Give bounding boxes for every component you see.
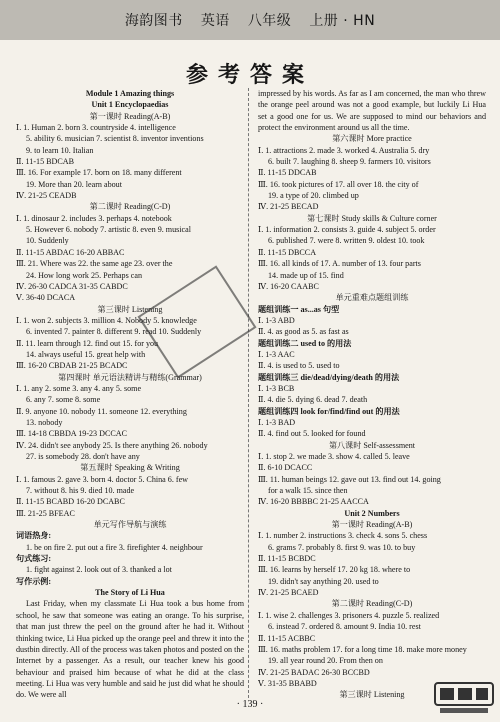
answer-line: 题组训练三 die/dead/dying/death 的用法 (258, 372, 400, 382)
answer-line: 1. fight against 2. look out of 3. thanked a lot (26, 565, 172, 575)
answer-line: Ⅱ. 11-15 ABDAC 16-20 ABBAC (16, 247, 125, 257)
answer-line: Ⅱ. 4. find out 5. looked for found (258, 429, 366, 439)
answer-line: Ⅰ. 1-3 BAD (258, 417, 296, 427)
answer-line: Ⅰ. 1. information 2. consists 3. guide 4. subject 5. order (258, 225, 436, 235)
answer-line: 6. published 7. were 8. written 9. oldest 10. took (268, 236, 425, 246)
answer-line: Ⅰ. 1-3 AAC (258, 349, 295, 359)
answer-line: 第五课时 Speaking & Writing (80, 463, 180, 473)
page-number: · 139 · (236, 699, 264, 710)
answer-line: Ⅰ. 1. won 2. subjects 3. million 4. Nobody 5. knowledge (16, 315, 197, 325)
answer-line: Ⅱ. 11-15 DDCAB (258, 168, 317, 178)
answer-line: Ⅱ. 11-15 BDCAB (16, 157, 75, 167)
answer-line: 13. nobody (26, 417, 63, 427)
answer-line: Ⅳ. 21-25 BECAD (258, 202, 319, 212)
answer-line: Ⅰ. 1. number 2. instructions 3. check 4. sons 5. chess (258, 531, 428, 541)
answer-line: 6. instead 7. ordered 8. amount 9. India 10. rest (268, 622, 421, 632)
answer-line: Ⅲ. 16. learns by herself 17. 20 kg 18. where to (258, 565, 411, 575)
answer-line: 19. didn't say anything 20. used to (268, 576, 379, 586)
answer-line: 27. is somebody 28. don't have any (26, 452, 140, 461)
answer-line: Ⅰ. 1-3 ABD (258, 315, 295, 325)
answer-line: Ⅲ. 16. took pictures of 17. all over 18. the city of (258, 179, 419, 189)
answer-line: 24. How long work 25. Perhaps can (26, 270, 142, 280)
answer-line: Ⅲ. 21-25 BFEAC (16, 508, 75, 518)
answer-line: 第三课时 Listening (97, 304, 163, 314)
answer-line: 6. invented 7. painter 8. different 9. read 10. Suddenly (26, 327, 202, 337)
answer-line: 第七课时 Study skills & Culture corner (307, 213, 437, 223)
writing-sample-paragraph: impressed by his words. As far as I am concerned, the man who threw the orange peel around was not a good example, but luckily Li Hua set a good one for us. We are supposed to mind our behaviors and protect the environment around us all the time. (258, 89, 486, 133)
answer-line: 10. Suddenly (26, 236, 69, 246)
answer-line: Ⅱ. 11. learn through 12. find out 15. for you (16, 338, 159, 348)
answer-line: 14. made up of 15. find (268, 270, 344, 280)
answer-line: Ⅲ. 16-20 CBDAB 21-25 BCADC (16, 361, 128, 371)
answer-line: Module 1 Amazing things (85, 89, 175, 98)
header-brand: 海韵图书 (124, 13, 183, 29)
answer-line: 19. More than 20. learn about (26, 179, 122, 189)
answer-line: 6. built 7. laughing 8. sheep 9. farmers 10. visitors (268, 157, 431, 167)
answer-line: Ⅲ. 21. Where was 22. the same age 23. over the (16, 259, 173, 269)
right-column (258, 88, 486, 701)
answer-line: Ⅰ. 1. any 2. some 3. any 4. any 5. some (16, 383, 142, 393)
answer-line: 题组训练二 used to 的用法 (258, 338, 352, 348)
writing-sample-paragraph: Last Friday, when my classmate Li Hua took a bus home from school, he saw that someone was eating an orange. To his surprise, that man just threw the peel on the ground after he had it. Without thinking twice, Li Hua picked up the orange peel and threw it into the dustbin directly. All of the process was taken photos and posted on the Internet by a passenger. As a result, our teacher knew his good behaviour and praised him because of what he did at the class meeting. Li Hua was very humble and said he just did what he should do. We were all (16, 599, 244, 700)
answer-line: Ⅲ. 16. maths problem 17. for a long time 18. make more money (258, 644, 467, 654)
answer-line: Ⅰ. 1. stop 2. we made 3. show 4. called 5. leave (258, 452, 410, 461)
answer-line: 句式练习: (16, 554, 52, 564)
answer-line: 19. all year round 20. From then on (268, 656, 383, 666)
answer-line: 题组训练一 as...as 句型 (258, 304, 340, 314)
answer-line: Ⅱ. 4. is used to 5. used to (258, 361, 340, 371)
answer-line: 第一课时 Reading(A-B) (331, 520, 413, 530)
column-divider (248, 88, 249, 698)
answer-line: Ⅳ. 26-30 CADCA 31-35 CABDC (16, 281, 128, 291)
answer-line: Ⅱ. 6-10 DCACC (258, 463, 313, 473)
answer-line: 词语热身: (16, 531, 52, 541)
answer-line: Ⅱ. 11-15 DBCCA (258, 247, 317, 257)
answer-line: 单元写作导航与演练 (93, 520, 167, 530)
answer-line: 1. be on fire 2. put out a fire 3. firefighter 4. neighbour (26, 542, 203, 552)
answer-line: Ⅳ. 24. didn't see anybody 25. Is there anything 26. nobody (16, 440, 208, 450)
answer-line: 第二课时 Reading(C-D) (331, 599, 413, 609)
answer-line: Ⅱ. 4. as good as 5. as fast as (258, 327, 349, 337)
answer-line: 14. always useful 15. great help with (26, 349, 146, 359)
header-term: 上册 · HN (309, 13, 376, 29)
answer-line: Ⅲ. 14-18 CBBDA 19-23 DCCAC (16, 429, 128, 439)
answer-line: Ⅴ. 36-40 DCACA (16, 293, 76, 303)
answer-line: Ⅱ. 9. anyone 10. nobody 11. someone 12. everything (16, 406, 187, 416)
answer-line: Ⅳ. 21-25 BADAC 26-30 BCCBD (258, 667, 370, 677)
answer-line: Ⅲ. 16. all kinds of 17. A. number of 13. four parts (258, 259, 421, 269)
answer-line: for a walk 15. since then (268, 486, 348, 496)
answer-line: 题组训练四 look for/find/find out 的用法 (258, 406, 400, 416)
answer-line: Ⅳ. 21-25 CEADB (16, 191, 77, 201)
answer-line: 6. grams 7. probably 8. first 9. was 10. to buy (268, 542, 416, 552)
answer-line: Ⅳ. 16-20 BBBBC 21-25 AACCA (258, 497, 369, 507)
answer-line: Ⅰ. 1-3 BCB (258, 383, 295, 393)
answer-line: 6. any 7. some 8. some (26, 395, 101, 405)
answer-line: Ⅲ. 11. human beings 12. gave out 13. find out 14. going (258, 474, 441, 484)
answer-line: Ⅱ. 11-15 ACBBC (258, 633, 316, 643)
answer-line: Ⅰ. 1. dinosaur 2. includes 3. perhaps 4. notebook (16, 213, 172, 223)
answer-line: 写作示例: (16, 576, 52, 586)
answer-line: 5. ability 6. musician 7. scientist 8. inventor inventions (26, 134, 204, 144)
answer-line: Ⅳ. 16-20 CAABC (258, 281, 319, 291)
answer-line: 19. a type of 20. climbed up (268, 191, 359, 201)
header-grade: 八年级 (247, 13, 292, 29)
answer-line: Ⅰ. 1. famous 2. gave 3. born 4. doctor 5. China 6. few (16, 474, 189, 484)
answer-line: 第三课时 Listening (339, 690, 405, 700)
answer-line: 第二课时 Reading(C-D) (89, 202, 171, 212)
answer-line: 7. without 8. his 9. died 10. made (26, 486, 135, 496)
answer-line: Unit 1 Encyclopaedias (91, 100, 169, 110)
answer-line: Ⅰ. 1. attractions 2. made 3. worked 4. Australia 5. dry (258, 145, 430, 155)
answer-line: The Story of Li Hua (95, 588, 165, 598)
page-header (0, 0, 500, 40)
answer-line: Unit 2 Numbers (344, 508, 400, 518)
answer-line: Ⅰ. 1. Human 2. born 3. countryside 4. intelligence (16, 123, 176, 133)
answer-line: 单元重难点题组训练 (335, 293, 409, 303)
answer-line: Ⅳ. 21-25 BCAED (258, 588, 319, 598)
answer-line: 第四课时 单元语法精讲与精练(Grammar) (58, 372, 202, 382)
answer-line: 5. However 6. nobody 7. artistic 8. even 9. musical (26, 225, 191, 235)
answer-line: 第六课时 More practice (332, 134, 412, 144)
page-title: 参考答案 (185, 62, 314, 88)
answer-line: Ⅱ. 4. die 5. dying 6. dead 7. death (258, 395, 368, 405)
answer-line: Ⅱ. 11-15 BCBDC (258, 554, 316, 564)
answer-line: 9. to learn 10. Italian (26, 145, 94, 155)
left-column (16, 88, 244, 701)
answer-line: Ⅰ. 1. wise 2. challenges 3. prisoners 4. puzzle 5. realized (258, 610, 440, 620)
answer-line: 第一课时 Reading(A-B) (89, 111, 171, 121)
answer-line: Ⅴ. 31-35 BBABD (258, 678, 317, 688)
answer-line: Ⅲ. 16. For example 17. born on 18. many different (16, 168, 182, 178)
header-subject: 英语 (200, 13, 230, 29)
answer-line: Ⅱ. 11-15 BCABD 16-20 DCABC (16, 497, 125, 507)
answer-line: 第八课时 Self-assessment (328, 440, 416, 450)
